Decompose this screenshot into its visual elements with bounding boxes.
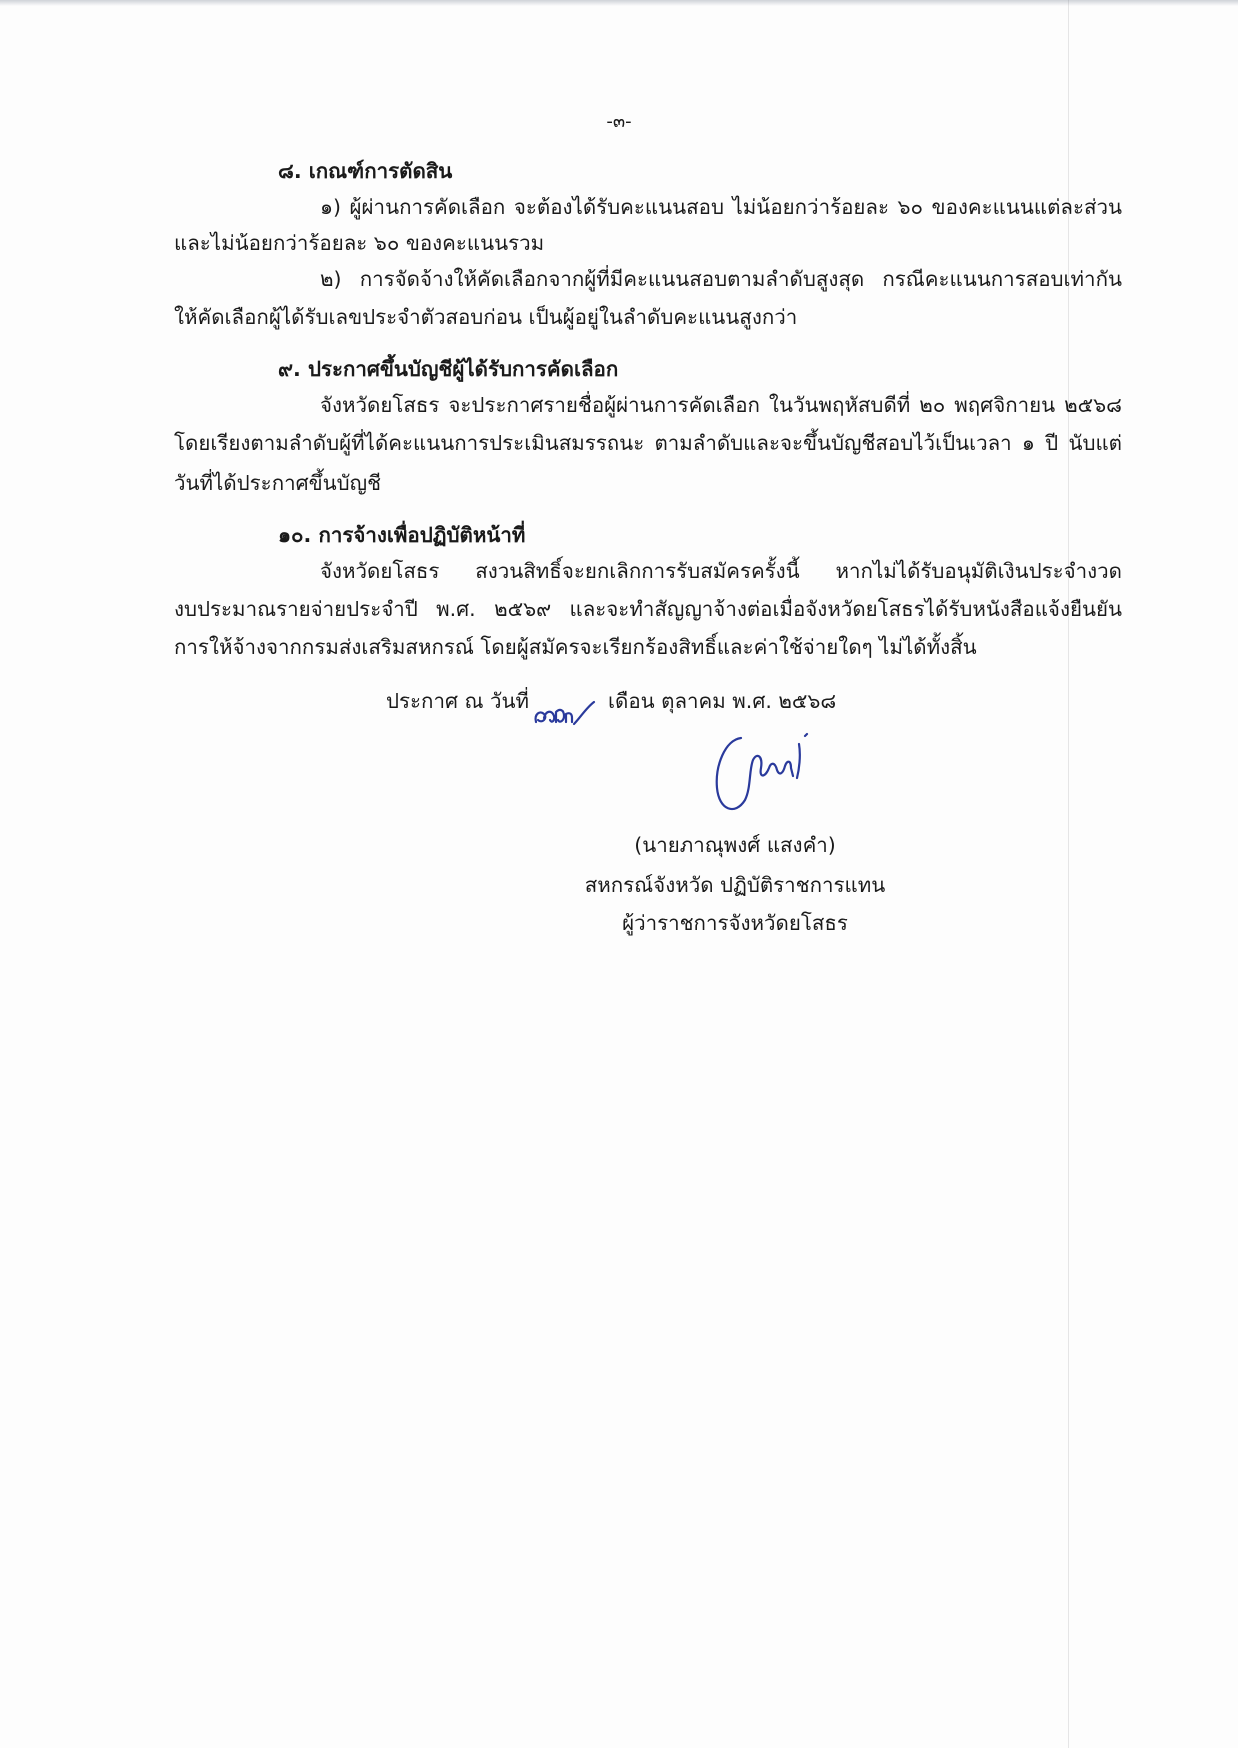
section-9-heading: ๙. ประกาศขึ้นบัญชีผู้ได้รับการคัดเลือก — [278, 357, 619, 381]
handwritten-day — [530, 700, 598, 732]
handwritten-signature — [705, 726, 833, 824]
section-10-heading: ๑๐. การจ้างเพื่อปฏิบัติหน้าที่ — [278, 523, 526, 547]
scan-fold-line — [1068, 0, 1069, 1748]
section-10-line-2: งบประมาณรายจ่ายประจำปี พ.ศ. ๒๕๖๙ และจะทำสัญญาจ้างต่อเมื่อจังหวัดยโสธรได้รับหนังสือแจ้งยืนยัน — [174, 597, 1122, 621]
section-10-line-3: การให้จ้างจากกรมส่งเสริมสหกรณ์ โดยผู้สมัครจะเรียกร้องสิทธิ์และค่าใช้จ่ายใดๆ ไม่ได้ทั้งสิ้น — [174, 635, 977, 659]
section-10-line-1: จังหวัดยโสธร สงวนสิทธิ์จะยกเลิกการรับสมัครครั้งนี้ หากไม่ได้รับอนุมัติเงินประจำงวด — [320, 559, 1122, 583]
signatory-name: (นายภาณุพงศ์ แสงคำ) — [634, 833, 836, 857]
section-8-line-2: และไม่น้อยกว่าร้อยละ ๖๐ ของคะแนนรวม — [174, 231, 545, 255]
section-9-line-1: จังหวัดยโสธร จะประกาศรายชื่อผู้ผ่านการคัดเลือก ในวันพฤหัสบดีที่ ๒๐ พฤศจิกายน ๒๕๖๘ — [320, 393, 1122, 417]
section-8-line-1: ๑) ผู้ผ่านการคัดเลือก จะต้องได้รับคะแนนสอบ ไม่น้อยกว่าร้อยละ ๖๐ ของคะแนนแต่ละส่วน — [320, 195, 1122, 219]
scan-edge — [0, 0, 1238, 6]
section-9-line-3: วันที่ได้ประกาศขึ้นบัญชี — [174, 471, 382, 495]
section-8-heading: ๘. เกณฑ์การตัดสิน — [278, 159, 453, 183]
page-number: -๓- — [606, 111, 632, 132]
section-8-line-3: ๒) การจัดจ้างให้คัดเลือกจากผู้ที่มีคะแนนสอบตามลำดับสูงสุด กรณีคะแนนการสอบเท่ากัน — [320, 267, 1122, 291]
signatory-subtitle: ผู้ว่าราชการจังหวัดยโสธร — [622, 911, 848, 935]
announce-prefix: ประกาศ ณ วันที่ — [386, 689, 530, 713]
signatory-title: สหกรณ์จังหวัด ปฏิบัติราชการแทน — [584, 873, 886, 897]
announce-suffix: เดือน ตุลาคม พ.ศ. ๒๕๖๘ — [608, 689, 837, 713]
section-9-line-2: โดยเรียงตามลำดับผู้ที่ได้คะแนนการประเมินสมรรถนะ ตามลำดับและจะขึ้นบัญชีสอบไว้เป็นเวลา ๑ ปี นับแต่ — [174, 431, 1122, 455]
section-8-line-4: ให้คัดเลือกผู้ได้รับเลขประจำตัวสอบก่อน เป็นผู้อยู่ในลำดับคะแนนสูงกว่า — [174, 305, 798, 329]
